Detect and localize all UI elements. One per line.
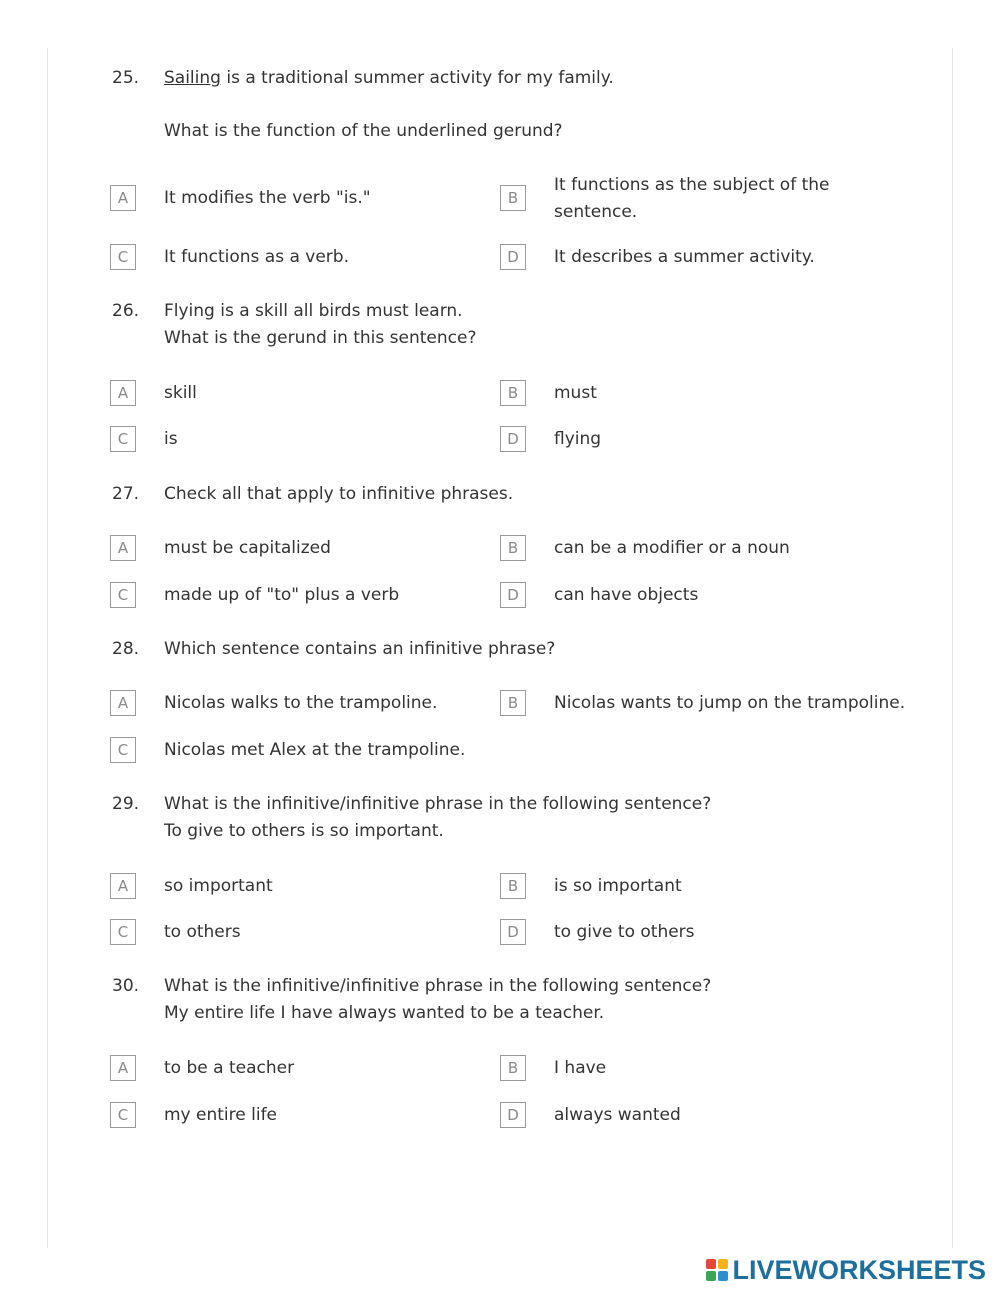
question-text: [164, 636, 904, 663]
question-text: [164, 65, 904, 145]
option-text: Nicolas met Alex at the trampoline.: [164, 740, 466, 760]
question-subtext: What is the function of the underlined gerund?: [164, 121, 563, 141]
question-line-2: To give to others is so important.: [164, 821, 444, 841]
option-text: can be a modifier or a noun: [554, 538, 790, 558]
option-letter-box[interactable]: A: [110, 1055, 136, 1081]
question-line-1: What is the infinitive/infinitive phrase in the following sentence?: [164, 976, 712, 996]
option-letter-box[interactable]: B: [500, 535, 526, 561]
option-text: skill: [164, 383, 197, 403]
question-number: 27.: [112, 484, 140, 504]
option-letter-box[interactable]: A: [110, 380, 136, 406]
page-border-right: [952, 48, 953, 1248]
option-letter-box[interactable]: B: [500, 690, 526, 716]
logo-square-yellow: [718, 1259, 728, 1269]
option-text: to others: [164, 922, 241, 942]
question-text: [164, 298, 904, 352]
liveworksheets-logo-icon: [706, 1259, 728, 1281]
question-number: 25.: [112, 68, 140, 88]
option-text: my entire life: [164, 1105, 278, 1125]
option-letter-box[interactable]: D: [500, 1102, 526, 1128]
question-line-1: Which sentence contains an infinitive phrase?: [164, 639, 556, 659]
option-letter-box[interactable]: C: [110, 1102, 136, 1128]
option-text: is so important: [554, 876, 682, 896]
option-text: It functions as a verb.: [164, 247, 349, 267]
question-line-1: What is the infinitive/infinitive phrase in the following sentence?: [164, 794, 712, 814]
question-line-1: Flying is a skill all birds must learn.: [164, 301, 463, 321]
page-border-left: [47, 48, 48, 1248]
option-text: I have: [554, 1058, 607, 1078]
option-text: can have objects: [554, 585, 699, 605]
logo-square-green: [706, 1271, 716, 1281]
option-letter-box[interactable]: D: [500, 244, 526, 270]
option-letter-box[interactable]: C: [110, 426, 136, 452]
option-text: Nicolas wants to jump on the trampoline.: [554, 693, 906, 713]
logo-text: LIVEWORKSHEETS: [732, 1254, 986, 1285]
option-letter-box[interactable]: D: [500, 426, 526, 452]
option-text: It modifies the verb "is.": [164, 188, 371, 208]
option-text: must be capitalized: [164, 538, 331, 558]
option-letter-box[interactable]: C: [110, 737, 136, 763]
question-number: 26.: [112, 301, 140, 321]
option-text: made up of "to" plus a verb: [164, 585, 400, 605]
question-text: [164, 973, 904, 1027]
question-number: 30.: [112, 976, 140, 996]
logo-square-blue: [718, 1271, 728, 1281]
underlined-gerund: Sailing: [164, 68, 221, 88]
option-letter-box[interactable]: C: [110, 919, 136, 945]
option-letter-box[interactable]: B: [500, 185, 526, 211]
option-letter-box[interactable]: D: [500, 582, 526, 608]
option-letter-box[interactable]: B: [500, 380, 526, 406]
option-text: always wanted: [554, 1105, 681, 1125]
question-line-1: Check all that apply to infinitive phrases.: [164, 484, 514, 504]
option-letter-box[interactable]: A: [110, 690, 136, 716]
question-number: 28.: [112, 639, 140, 659]
option-letter-box[interactable]: B: [500, 873, 526, 899]
option-text: Nicolas walks to the trampoline.: [164, 693, 438, 713]
option-text: It functions as the subject of the sentence.: [554, 175, 830, 222]
question-text: [164, 481, 904, 508]
question-number: 29.: [112, 794, 140, 814]
option-letter-box[interactable]: A: [110, 873, 136, 899]
option-text: flying: [554, 429, 602, 449]
liveworksheets-logo[interactable]: [706, 1254, 986, 1286]
option-letter-box[interactable]: B: [500, 1055, 526, 1081]
option-text: is: [164, 429, 178, 449]
option-text: so important: [164, 876, 273, 896]
option-text: must: [554, 383, 597, 403]
option-text: to give to others: [554, 922, 695, 942]
option-text: It describes a summer activity.: [554, 247, 815, 267]
question-text: [164, 791, 904, 845]
option-letter-box[interactable]: A: [110, 535, 136, 561]
option-text: to be a teacher: [164, 1058, 295, 1078]
option-letter-box[interactable]: C: [110, 582, 136, 608]
option-letter-box[interactable]: D: [500, 919, 526, 945]
question-text-rest: is a traditional summer activity for my family.: [220, 68, 614, 88]
question-line-2: My entire life I have always wanted to be a teacher.: [164, 1003, 605, 1023]
question-line-2: What is the gerund in this sentence?: [164, 328, 477, 348]
option-letter-box[interactable]: A: [110, 185, 136, 211]
option-letter-box[interactable]: C: [110, 244, 136, 270]
logo-square-red: [706, 1259, 716, 1269]
